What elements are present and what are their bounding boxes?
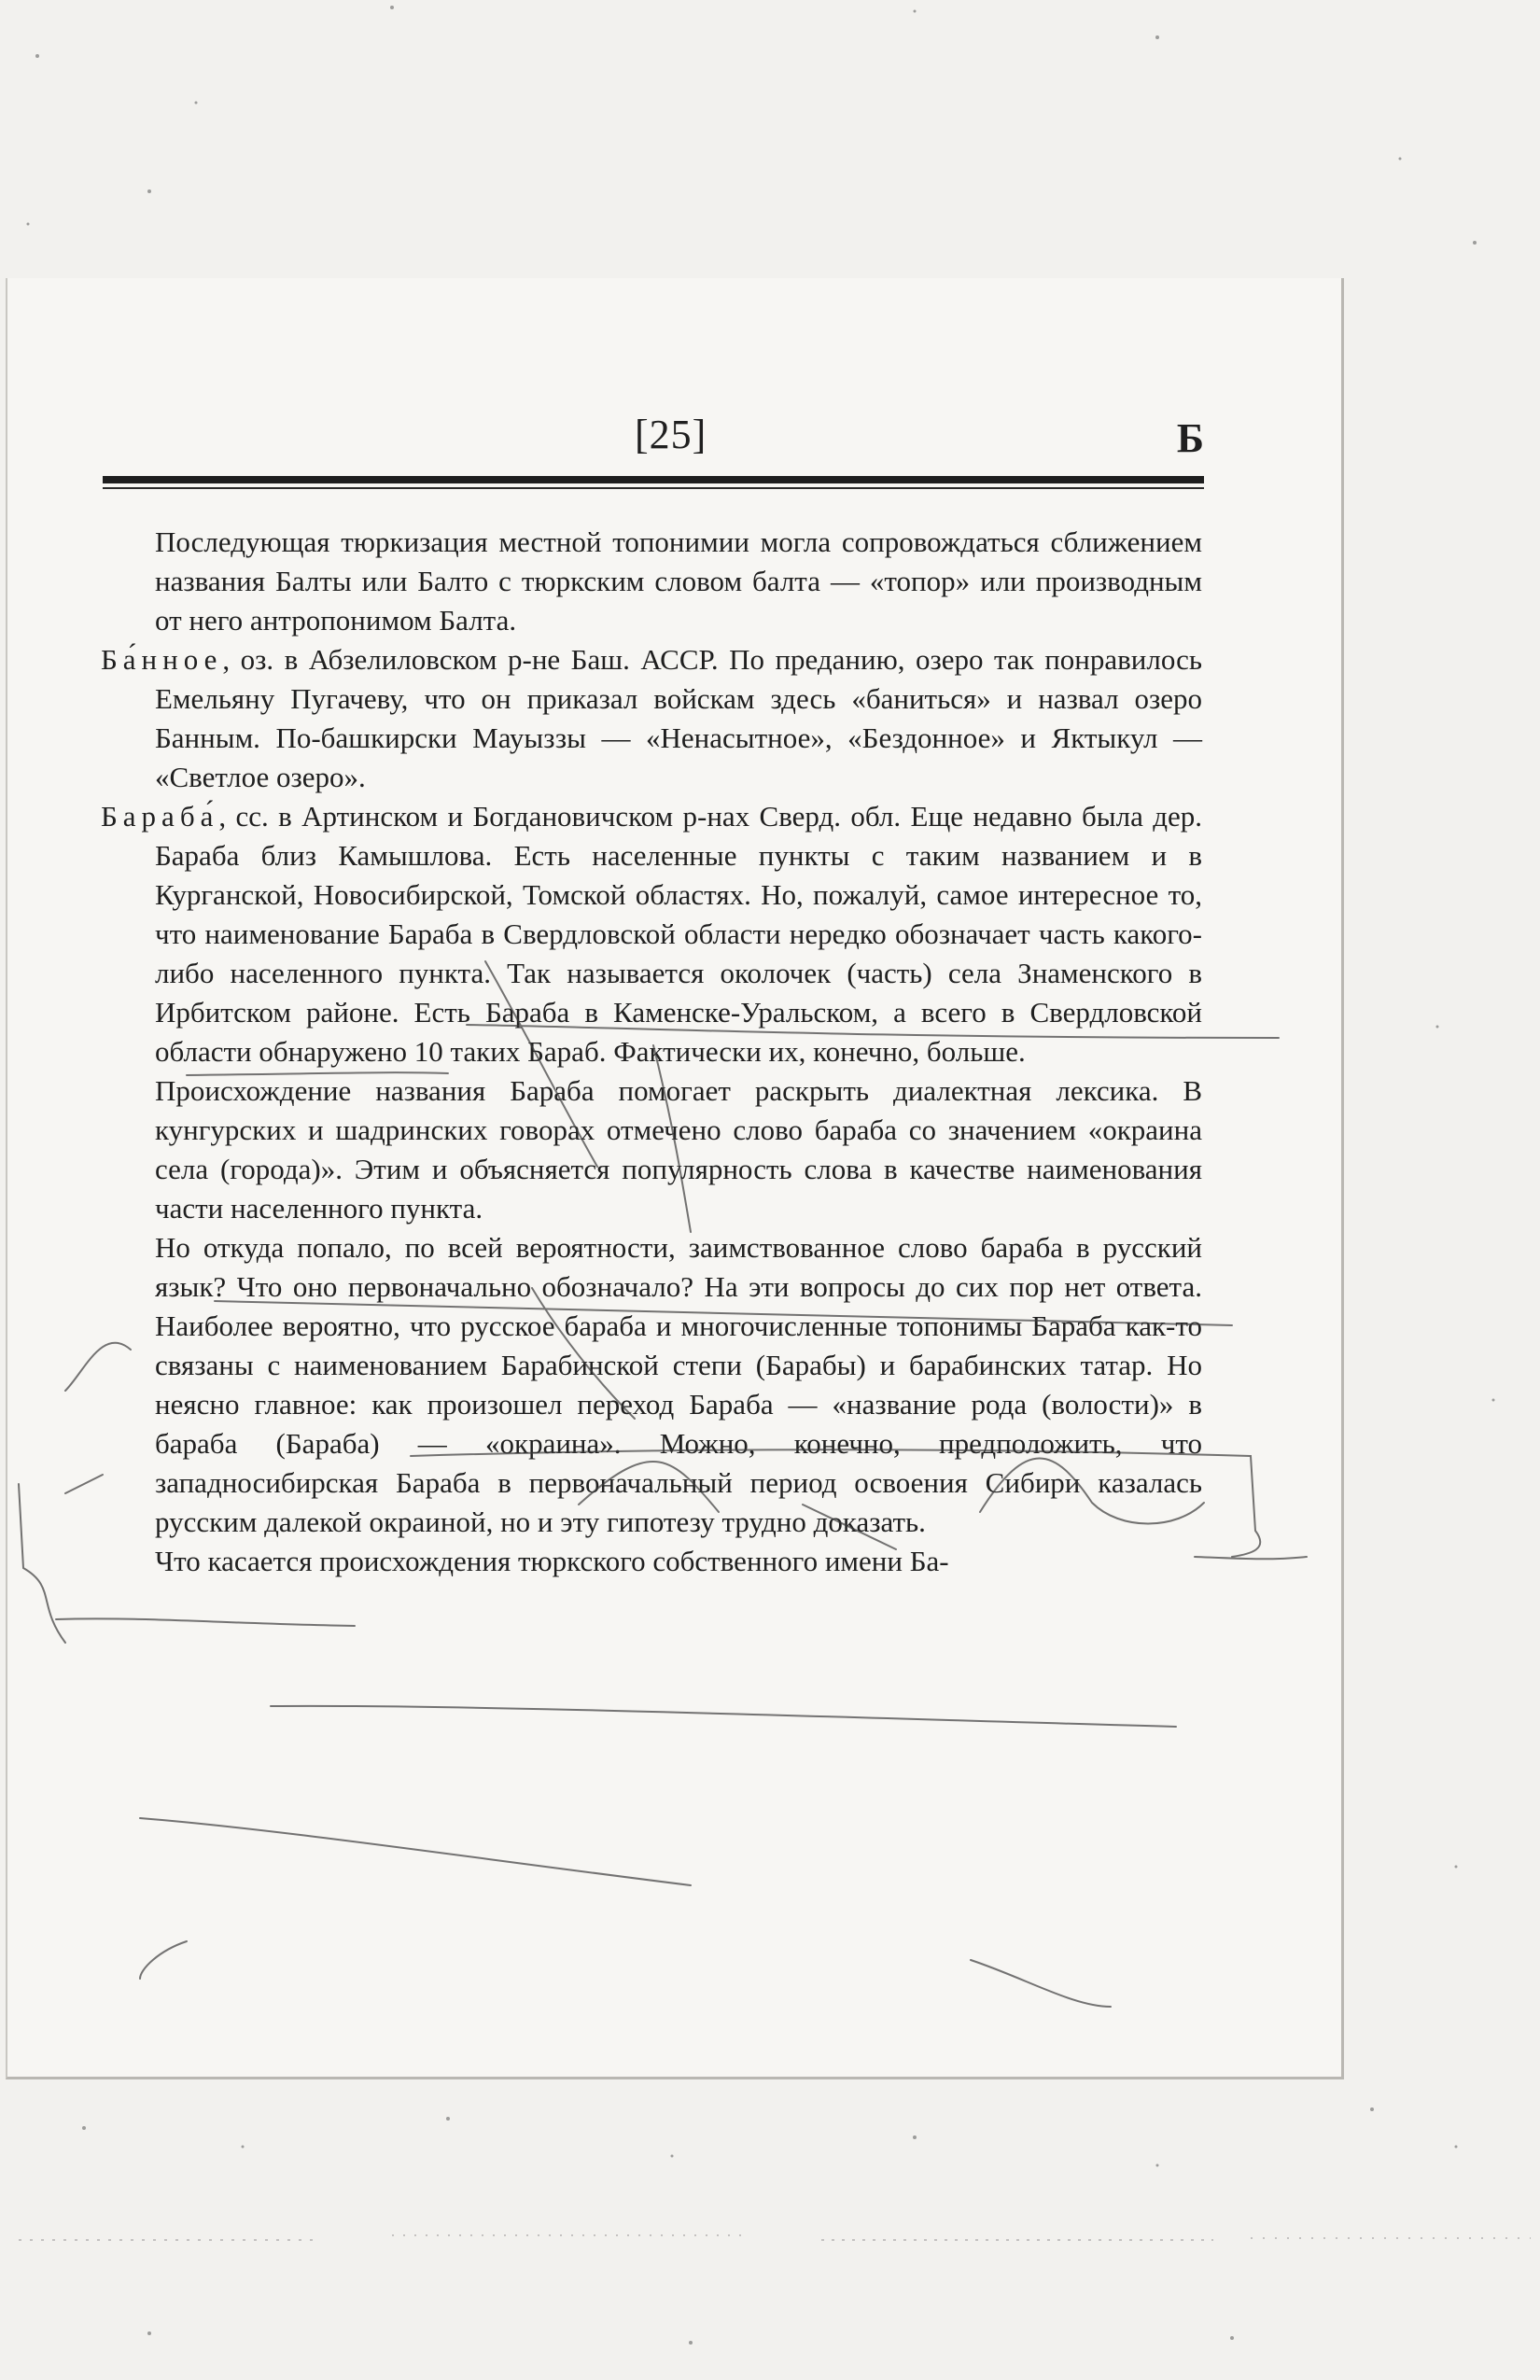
paragraph-text: Последующая тюркизация местной топонимии могла сопровождаться сближением названия Балты или Балто с тюркским словом балта — «топор» или производным от него антропонимом Балта. — [155, 525, 1202, 637]
dictionary-entry-bannoe — [101, 640, 1202, 797]
entry-headword: Ба́нное — [101, 643, 223, 676]
paragraph-text: Что касается происхождения тюркского собственного имени Ба- — [155, 1545, 949, 1577]
page-number: [25] — [635, 412, 707, 457]
paragraph-question — [101, 1228, 1202, 1542]
running-header — [103, 401, 1204, 476]
paragraph-origin — [101, 1071, 1202, 1228]
paragraph-text: Происхождение названия Бараба помогает раскрыть диалектная лексика. В кунгурских и шадринских говорах отмечено слово бараба со значением «окраина села (города)». Этим и объясняется популярность слова в качестве наименования части населенного пункта. — [155, 1074, 1202, 1225]
paragraph-continuation — [101, 523, 1202, 640]
dictionary-text — [101, 523, 1202, 1581]
entry-text: , сс. в Артинском и Богдановичском р-нах Сверд. обл. Еще недавно была дер. Бараба близ Камышлова. Есть населенные пункты с таким названием и в Курганской, Новосибирской, Томской областях. Но, пожалуй, самое интересное то, что наименование Бараба в Свердловской области нередко обозначает часть какого-либо населенного пункта. Так называется околочек (часть) села Знаменского в Ирбитском районе. Есть Бараба в Каменске-Уральском, а всего в Свердловской области обнаружено 10 таких Бараб. Фактически их, конечно, больше. — [155, 800, 1202, 1068]
header-rule-thin — [103, 487, 1204, 489]
dictionary-entry-baraba — [101, 797, 1202, 1071]
paragraph-text: Но откуда попало, по всей вероятности, заимствованное слово бараба в русский язык? Что оно первоначально обозначало? На эти вопросы до сих пор нет ответа. Наиболее вероятно, что русское бараба и многочисленные топонимы Бараба как-то связаны с наименованием Барабинской степи (Барабы) и барабинских татар. Но неясно главное: как произошел переход Бараба — «название рода (волости)» в бараба (Бараба) — «окраина». Можно, конечно, предположить, что западносибирская Бараба в первоначальный период освоения Сибири казалась русским далекой окраиной, но и эту гипотезу трудно доказать. — [155, 1231, 1202, 1538]
entry-headword: Бараба́ — [101, 800, 219, 833]
entry-text: , оз. в Абзелиловском р-не Баш. АССР. По преданию, озеро так понравилось Емельяну Пугачеву, что он приказал войскам здесь «баниться» и назвал озеро Банным. По-башкирски Мауыззы — «Ненасытное», «Бездонное» и Яктыкул — «Светлое озеро». — [155, 643, 1202, 793]
section-letter: Б — [1176, 415, 1204, 461]
paragraph-tail — [101, 1542, 1202, 1581]
header-rule — [103, 476, 1204, 483]
